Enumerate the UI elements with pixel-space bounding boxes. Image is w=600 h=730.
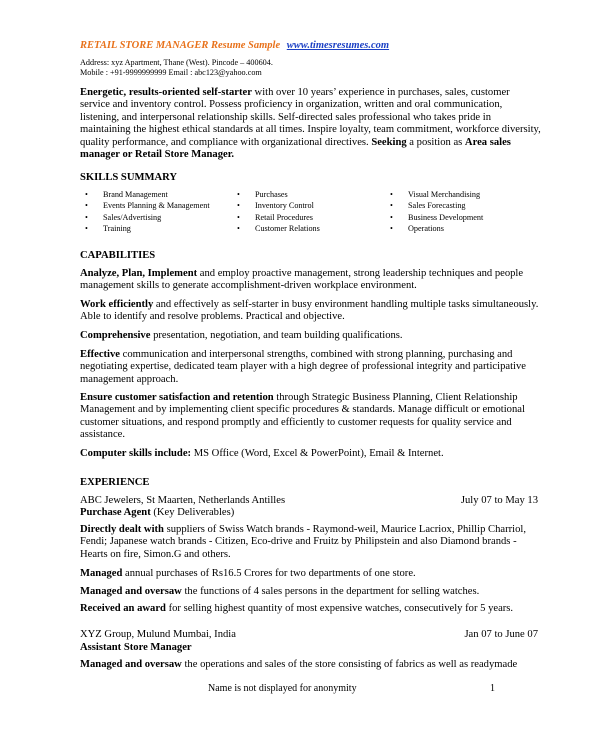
capability-paragraph: [80, 448, 542, 460]
company-name: XYZ Group, Mulund Mumbai, India: [80, 629, 236, 640]
capability-paragraph: [80, 349, 542, 386]
list-item: • Operations: [390, 223, 483, 234]
experience-item: [80, 603, 542, 615]
footer-note: Name is not displayed for anonymity: [208, 683, 357, 694]
experience-item: [80, 524, 542, 561]
skills-column-2: [237, 189, 320, 234]
experience-item: [80, 568, 542, 580]
list-item: • Brand Management: [85, 189, 210, 200]
job-header: [80, 629, 542, 640]
item-text: suppliers of Swiss Watch brands - Raymond-weil, Maurice Lacriox, Phillip Charriol, Fendi; Japanese watch brands - Citizen, Eco-drive and Fruitz by Philipstein and also Diamond brands - Hearts on fire, Simon.G and others.: [80, 524, 526, 560]
capability-lead: Computer skills include:: [80, 448, 192, 459]
skills-column-3: [390, 189, 483, 234]
item-lead: Managed and oversaw: [80, 659, 182, 670]
item-lead: Managed and oversaw: [80, 586, 182, 597]
job-title-note: (Key Deliverables): [150, 507, 235, 518]
list-item: • Purchases: [237, 189, 320, 200]
summary-text2: a position as: [406, 136, 465, 148]
list-item: • Customer Relations: [237, 223, 320, 234]
job-dates: Jan 07 to June 07: [464, 629, 538, 640]
item-lead: Managed: [80, 568, 123, 579]
capability-text: presentation, negotiation, and team building qualifications.: [150, 330, 403, 341]
summary-target: Area sales manager or Retail Store Manager.: [80, 136, 511, 161]
list-item: • Sales/Advertising: [85, 212, 210, 223]
capability-paragraph: [80, 330, 542, 342]
item-lead: Received an award: [80, 603, 166, 614]
summary-lead: Energetic, results-oriented self-starter: [80, 87, 252, 98]
capability-text: and effectively as self-starter in busy environment handling multiple tasks simultaneously. Able to identify and resolve problems. Practical and objective.: [80, 299, 539, 323]
capability-text: through Strategic Business Planning, Client Relationship Management and by implementing client specific procedures & standards. Manage difficult or emotional customer situations, and respond promptly and efficiently to customer requests for quality service and assistance.: [80, 392, 525, 441]
summary-paragraph: [80, 87, 542, 161]
summary-seeking: Seeking: [371, 136, 407, 148]
capabilities-heading: CAPABILITIES: [80, 250, 156, 261]
page-number: 1: [490, 683, 495, 694]
job-title: Purchase Agent: [80, 507, 151, 518]
job-dates: July 07 to May 13: [460, 495, 538, 506]
list-item: • Inventory Control: [237, 200, 320, 211]
item-lead: Directly dealt with: [80, 524, 164, 535]
resume-title: [80, 40, 389, 51]
website-link[interactable]: www.timesresumes.com: [286, 40, 390, 51]
list-item: • Retail Procedures: [237, 212, 320, 223]
job-title-row: [80, 507, 542, 518]
capability-lead: Effective: [80, 349, 120, 360]
item-text: the operations and sales of the store consisting of fabrics as well as readymade: [181, 659, 518, 670]
list-item: • Training: [85, 223, 210, 234]
list-item: • Sales Forecasting: [390, 200, 483, 211]
capability-text: and employ proactive management, strong leadership techniques and people management skills to generate accomplishment-driven workplace environment.: [80, 268, 524, 292]
item-text: annual purchases of Rs16.5 Crores for two departments of one store.: [122, 568, 416, 579]
experience-heading: EXPERIENCE: [80, 477, 150, 488]
capability-lead: Comprehensive: [80, 330, 151, 341]
capability-paragraph: [80, 268, 542, 293]
contact-line: Mobile : +91-9999999999 Email : abc123@yahoo.com: [80, 68, 262, 77]
experience-item: [80, 659, 550, 671]
capability-lead: Analyze, Plan, Implement: [80, 268, 198, 279]
skills-column-1: [85, 189, 210, 234]
job-header: [80, 495, 542, 506]
item-text: for selling highest quantity of most expensive watches, consecutively for 5 years.: [165, 603, 514, 614]
skills-heading: SKILLS SUMMARY: [80, 172, 178, 183]
job-title-row: [80, 642, 542, 653]
list-item: • Visual Merchandising: [390, 189, 483, 200]
capability-lead: Ensure customer satisfaction and retention: [80, 392, 274, 403]
title-text: RETAIL STORE MANAGER Resume Sample: [80, 40, 281, 51]
capability-text: communication and interpersonal strengths, combined with strong planning, purchasing and negotiating expertise, dedicated team player with a high degree of professional integrity and participative management approach.: [80, 349, 526, 385]
capability-text: MS Office (Word, Excel & PowerPoint), Email & Internet.: [191, 448, 444, 459]
summary-text: with over 10 years’ experience in purchases, sales, customer service and inventory control. Possess proficiency in organization, written and oral communication, listening, and interpersonal relationship skills. Self-directed sales professional who takes pride in maintaining the highest ethical standards at all times. Inspire loyalty, team commitment, workforce diversity, quality performance, and compliance with organizational directives.: [80, 87, 541, 148]
address-line: Address: xyz Apartment, Thane (West). Pincode – 400604.: [80, 58, 273, 67]
capability-paragraph: [80, 392, 542, 442]
list-item: • Business Development: [390, 212, 483, 223]
company-name: ABC Jewelers, St Maarten, Netherlands Antilles: [80, 495, 286, 506]
item-text: the functions of 4 sales persons in the department for selling watches.: [181, 586, 480, 597]
capability-paragraph: [80, 299, 542, 324]
job-title: Assistant Store Manager: [80, 642, 192, 653]
capability-lead: Work efficiently: [80, 299, 154, 310]
list-item: • Events Planning & Management: [85, 200, 210, 211]
experience-item: [80, 586, 542, 598]
